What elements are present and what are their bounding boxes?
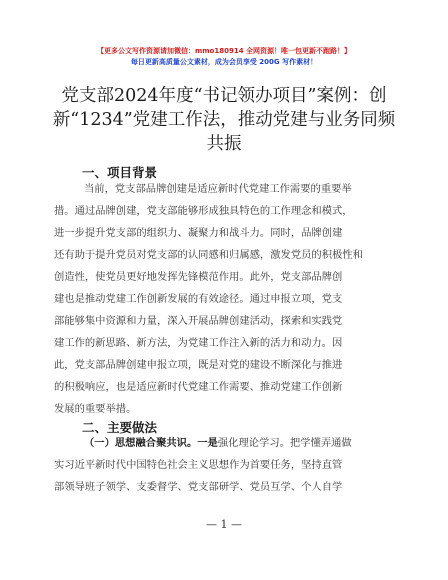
paragraph-line: 的积极响应，也是适应新时代党建工作需要、推动党建工作创新 <box>54 381 343 393</box>
paragraph-line: 建工作的新思路、新方法，为党建工作注入新的活力和动力。因 <box>54 337 343 349</box>
paragraph-line: 措。通过品牌创建，党支部能够形成独具特色的工作理念和模式， <box>54 205 353 217</box>
paragraph-line: 当前，党支部品牌创建是适应新时代党建工作需要的重要举 <box>84 183 352 195</box>
promo-banner-line-1: 【更多公文写作资源请加微信：mmo180914 全网资源！唯一包更新不跑路！】 <box>96 47 352 55</box>
paragraph-line <box>54 432 397 454</box>
title-line: 党支部2024年度“书记领办项目”案例：创 <box>61 86 387 106</box>
subheading-bold: （一）思想融合聚共识。 <box>84 437 198 449</box>
promo-banner-line-2: 每日更新高质量公文素材，成为会员享受 200G 写作素材！ <box>130 58 318 66</box>
section-heading-practices: 二、主要做法 <box>82 420 158 435</box>
paragraph-line: 创造性，使党员更好地发挥先锋模范作用。此外，党支部品牌创 <box>54 271 343 283</box>
paragraph-line: 发展的重要举措。 <box>54 403 137 415</box>
point-marker-bold: 一是 <box>197 437 218 449</box>
practices-paragraph <box>54 432 397 498</box>
paragraph-line: 还有助于提升党员对党支部的认同感和归属感，激发党员的积极性和 <box>54 249 363 261</box>
section-heading-background: 一、项目背景 <box>82 165 158 180</box>
title-line: 共振 <box>206 134 242 154</box>
paragraph-line: 部能够集中资源和力量，深入开展品牌创建活动，探索和实践党 <box>54 315 343 327</box>
background-paragraph <box>54 178 397 420</box>
document-title <box>40 84 408 156</box>
paragraph-text: 强化理论学习。把学懂弄通做 <box>217 437 352 449</box>
title-line: 新“1234”党建工作法，推动党建与业务同频 <box>52 110 396 130</box>
paragraph-line: 部领导班子领学、支委督学、党支部研学、党员互学、个人自学 <box>54 481 343 493</box>
paragraph-line: 实习近平新时代中国特色社会主义思想作为首要任务，坚持直管 <box>54 459 343 471</box>
paragraph-line: 进一步提升党支部的组织力、凝聚力和战斗力。同时，品牌创建 <box>54 227 343 239</box>
paragraph-line: 此，党支部品牌创建申报立项，既是对党的建设不断深化与推进 <box>54 359 343 371</box>
page-number: — 1 — <box>206 518 242 531</box>
paragraph-line: 建也是推动党建工作创新发展的有效途径。通过申报立项，党支 <box>54 293 343 305</box>
